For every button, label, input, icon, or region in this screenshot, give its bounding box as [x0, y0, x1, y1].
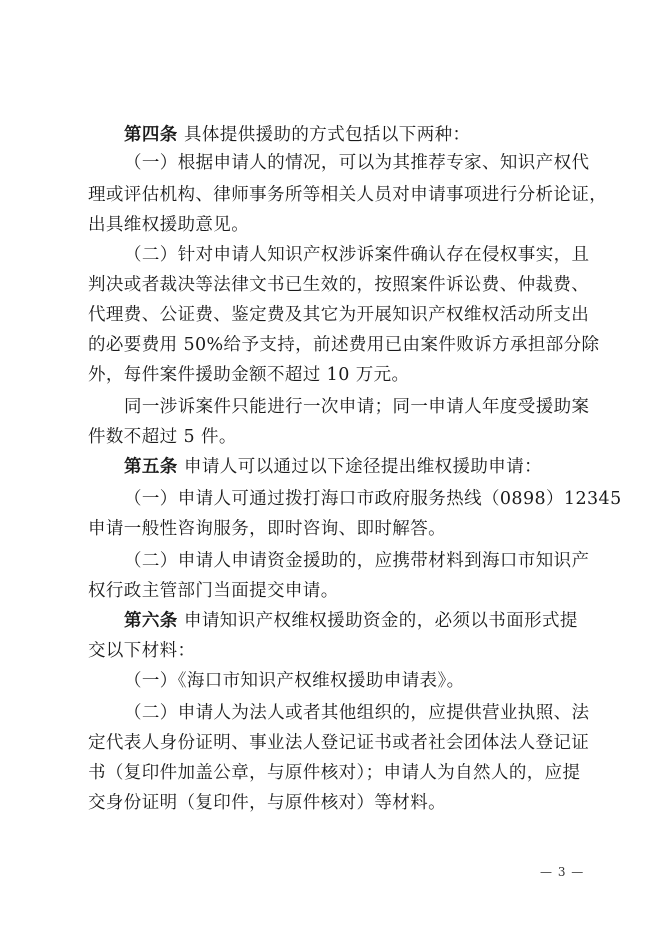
paragraph-line — [0, 180, 662, 210]
paragraph-text: 出具维权援助意见。 — [88, 215, 250, 235]
paragraph-line — [0, 392, 662, 422]
paragraph-line — [0, 576, 662, 606]
article-4-label: 第四条 — [124, 125, 178, 145]
article-6-heading-line — [0, 606, 662, 636]
paragraph-line — [0, 240, 662, 270]
paragraph-line — [0, 788, 662, 818]
paragraph-text: 交以下材料： — [88, 641, 196, 661]
page-number: — 3 — — [540, 865, 585, 879]
paragraph-line — [0, 514, 662, 544]
paragraph-line — [0, 758, 662, 788]
paragraph-text: 外，每件案件援助金额不超过 10 万元。 — [88, 365, 410, 385]
paragraph-line — [0, 484, 662, 514]
paragraph-line — [0, 728, 662, 758]
paragraph-text: 申请一般性咨询服务，即时咨询、即时解答。 — [88, 519, 446, 539]
paragraph-line — [0, 148, 662, 178]
paragraph-line — [0, 636, 662, 666]
article-4-text: 具体提供援助的方式包括以下两种： — [184, 125, 471, 145]
paragraph-line — [0, 698, 662, 728]
article-4-item-2: （二）针对申请人知识产权涉诉案件确认存在侵权事实，且 — [124, 245, 590, 265]
article-5-text: 申请人可以通过以下途径提出维权援助申请： — [184, 457, 542, 477]
article-5-item-1: （一）申请人可通过拨打海口市政府服务热线（0898）12345 — [124, 489, 622, 509]
paragraph-text: 代理费、公证费、鉴定费及其它为开展知识产权维权活动所支出 — [88, 305, 590, 325]
paragraph-text: 理或评估机构、律师事务所等相关人员对申请事项进行分析论证， — [88, 185, 608, 205]
paragraph-line — [0, 210, 662, 240]
paragraph-text: 定代表人身份证明、事业法人登记证书或者社会团体法人登记证 — [88, 733, 590, 753]
paragraph-line — [0, 360, 662, 390]
paragraph-text: 判决或者裁决等法律文书已生效的，按照案件诉讼费、仲裁费、 — [88, 275, 590, 295]
article-6-item-2: （二）申请人为法人或者其他组织的，应提供营业执照、法 — [124, 703, 590, 723]
article-5-heading-line — [0, 452, 662, 482]
paragraph-text: 的必要费用 50%给予支持，前述费用已由案件败诉方承担部分除 — [88, 335, 600, 355]
paragraph-text: 同一涉诉案件只能进行一次申请；同一申请人年度受援助案 — [124, 397, 590, 417]
paragraph-line — [0, 546, 662, 576]
article-4-item-1: （一）根据申请人的情况，可以为其推荐专家、知识产权代 — [124, 153, 590, 173]
article-4-heading-line — [0, 120, 662, 150]
paragraph-text: 书（复印件加盖公章，与原件核对）；申请人为自然人的，应提 — [88, 763, 581, 783]
article-6-text: 申请知识产权维权援助资金的，必须以书面形式提 — [184, 611, 578, 631]
article-5-item-2: （二）申请人申请资金援助的，应携带材料到海口市知识产 — [124, 551, 590, 571]
paragraph-line — [0, 422, 662, 452]
article-6-item-1: （一）《海口市知识产权维权援助申请表》。 — [124, 671, 465, 691]
article-5-label: 第五条 — [124, 457, 178, 477]
paragraph-text: 权行政主管部门当面提交申请。 — [88, 581, 339, 601]
paragraph-line — [0, 330, 662, 360]
paragraph-line — [0, 270, 662, 300]
paragraph-text: 交身份证明（复印件，与原件核对）等材料。 — [88, 793, 446, 813]
paragraph-text: 件数不超过 5 件。 — [88, 427, 237, 447]
paragraph-line — [0, 666, 662, 696]
article-6-label: 第六条 — [124, 611, 178, 631]
paragraph-line — [0, 300, 662, 330]
